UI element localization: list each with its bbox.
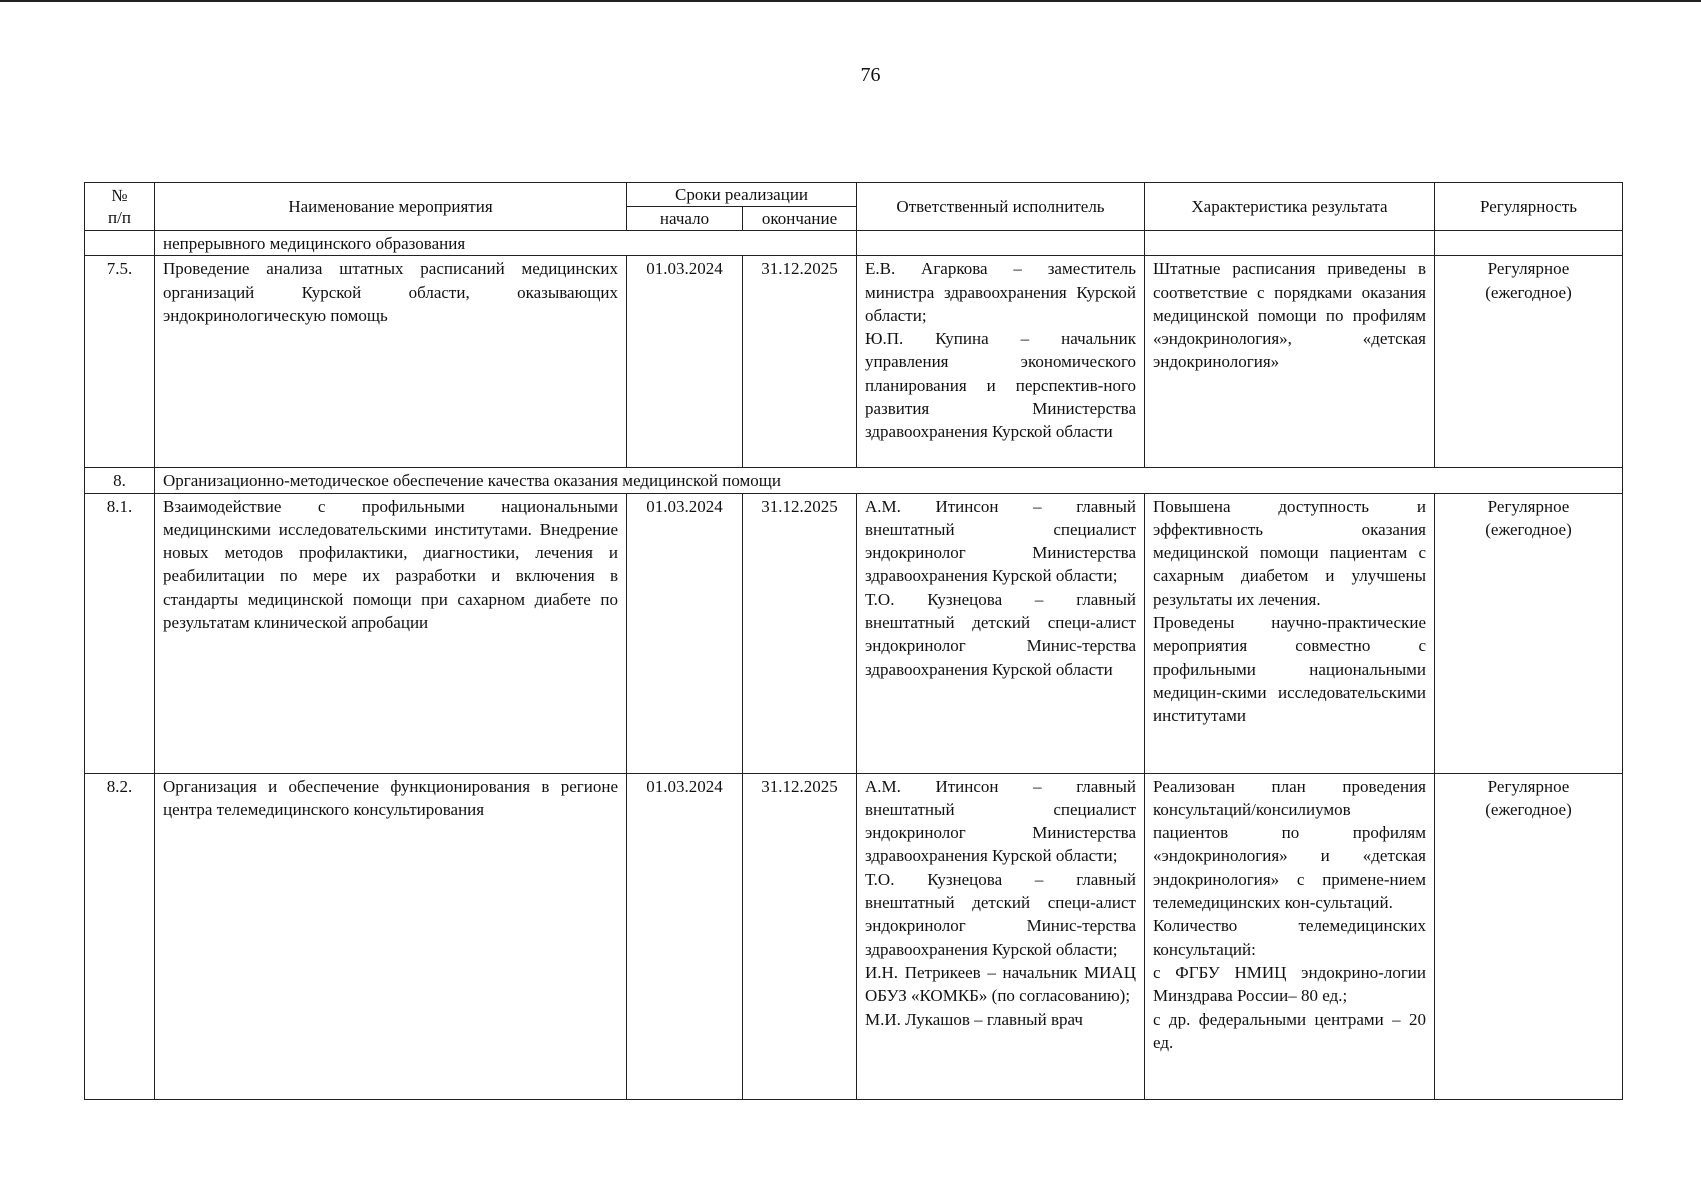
row-end: 31.12.2025 — [743, 773, 857, 1099]
action-plan-table — [84, 182, 1623, 1100]
row-result: Реализован план проведения консультаций/консилиумов пациентов по профилям «эндокринология» и «детская эндокринология» с примене-нием телемедицинских кон-сультаций. Количество телемедицинских консультаций: с ФГБУ НМИЦ эндокрино-логии Минздрава России– 80 ед.; с др. федеральными центрами – 20 ед. — [1145, 773, 1435, 1099]
row-number: 8.2. — [85, 773, 155, 1099]
row-result: Повышена доступность и эффективность оказания медицинской помощи пациентам с сахарным диабетом и улучшены результаты их лечения. Проведены научно-практические мероприятия совместно с профильными национальными медицин-скими исследовательскими институтами — [1145, 493, 1435, 773]
header-executor: Ответственный исполнитель — [857, 183, 1145, 231]
section-number: 8. — [85, 468, 155, 493]
table-row — [85, 256, 1623, 468]
header-name: Наименование мероприятия — [155, 183, 627, 231]
section-title: Организационно-методическое обеспечение качества оказания медицинской помощи — [155, 468, 1623, 493]
row-start: 01.03.2024 — [627, 256, 743, 468]
header-start: начало — [627, 207, 743, 231]
section-row — [85, 468, 1623, 493]
table-header-row — [85, 183, 1623, 207]
row-end: 31.12.2025 — [743, 493, 857, 773]
row-regularity: Регулярное (ежегодное) — [1435, 493, 1623, 773]
row-regularity: Регулярное (ежегодное) — [1435, 256, 1623, 468]
table-row — [85, 773, 1623, 1099]
row-start: 01.03.2024 — [627, 493, 743, 773]
header-regularity: Регулярность — [1435, 183, 1623, 231]
row-executor: А.М. Итинсон – главный внештатный специалист эндокринолог Министерства здравоохранения Курской области; Т.О. Кузнецова – главный внештатный детский специ-алист эндокринолог Минис-терства здравоохранения Курской области — [857, 493, 1145, 773]
row-executor: А.М. Итинсон – главный внештатный специалист эндокринолог Министерства здравоохранения Курской области; Т.О. Кузнецова – главный внештатный детский специ-алист эндокринолог Минис-терства здравоохранения Курской области; И.Н. Петрикеев – начальник МИАЦ ОБУЗ «КОМКБ» (по согласованию); М.И. Лукашов – главный врач — [857, 773, 1145, 1099]
header-end: окончание — [743, 207, 857, 231]
table-row — [85, 493, 1623, 773]
header-num: № п/п — [85, 183, 155, 231]
row-regularity: Регулярное (ежегодное) — [1435, 773, 1623, 1099]
page-number: 76 — [860, 64, 881, 86]
header-terms: Сроки реализации — [627, 183, 857, 207]
row-name: Проведение анализа штатных расписаний медицинских организаций Курской области, оказывающих эндокринологическую помощь — [155, 256, 627, 468]
table-row-continuation — [85, 231, 1623, 256]
row-number: 8.1. — [85, 493, 155, 773]
row-result: Штатные расписания приведены в соответствие с порядками оказания медицинской помощи по профилям «эндокринология», «детская эндокринология» — [1145, 256, 1435, 468]
row-name: Организация и обеспечение функционирования в регионе центра телемедицинского консультирования — [155, 773, 627, 1099]
row-executor: Е.В. Агаркова – заместитель министра здравоохранения Курской области; Ю.П. Купина – начальник управления экономического планирования и перспектив-ного развития Министерства здравоохранения Курской области — [857, 256, 1145, 468]
header-result: Характеристика результата — [1145, 183, 1435, 231]
row-start: 01.03.2024 — [627, 773, 743, 1099]
row-number: 7.5. — [85, 256, 155, 468]
row-name: Взаимодействие с профильными национальными медицинскими исследовательскими институтами. Внедрение новых методов профилактики, диагностики, лечения и реабилитации по мере их разработки и включения в стандарты медицинской помощи при сахарном диабете по результатам клинической апробации — [155, 493, 627, 773]
continuation-text: непрерывного медицинского образования — [155, 231, 857, 256]
row-end: 31.12.2025 — [743, 256, 857, 468]
